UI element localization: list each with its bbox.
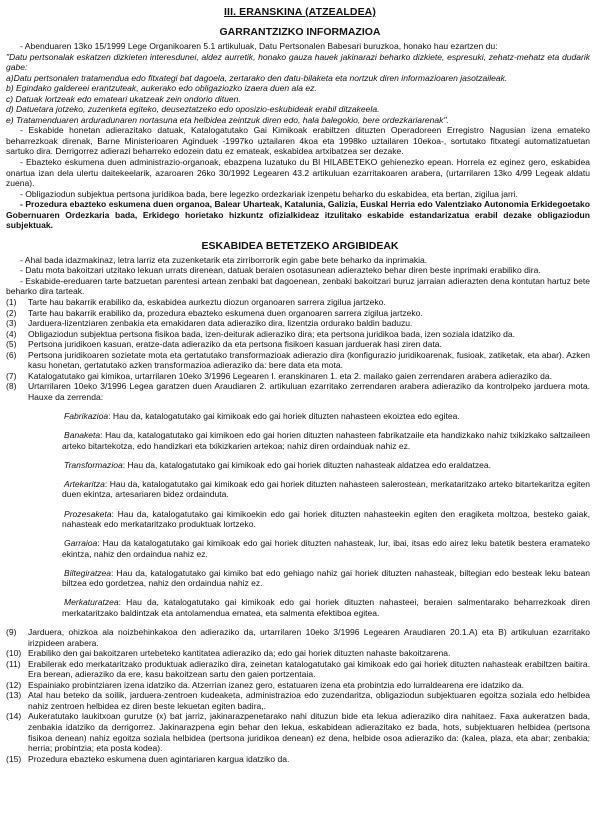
numbered-item	[6, 680, 590, 691]
item-number: (12)	[6, 679, 22, 690]
item-text: Espainiako probintziaren izena idatziko da. Atzerrian izanez gero, estatuaren izena eta probintzia edo lurraldearena ere idatziko da.	[28, 679, 525, 690]
item-number: (2)	[6, 307, 17, 318]
item-number: (1)	[6, 297, 17, 308]
numbered-item	[6, 329, 590, 340]
item-number: (4)	[6, 328, 17, 339]
item-text: Tarte hau bakarrik erabiliko da, eskabidea aurkeztu diozun organoaren sarrera zigilua jartzeko.	[28, 297, 386, 308]
numbered-item	[6, 659, 590, 680]
paragraph: - Datu mota bakoitzari utzitako lekuan urrats direnean, datuak beraien osotasunean adierazteko behar diren beste inprimaki erabiliko dira.	[20, 265, 541, 276]
item-number: (3)	[6, 318, 17, 329]
page-title: III. ERANSKINA (ATZEALDEA)	[224, 6, 376, 18]
item-text: Atal hau beteko da soilik, jarduera-zentroen kudeaketa, administrazioa edo zuzendaritza, obligaziodun subjektuaren egoitza soziala edo helbidea nahiz zentroen helbidea ez diren beste lekuetan egiten badira,.	[28, 690, 590, 711]
activity-type-item	[62, 460, 590, 471]
item-number: (15)	[6, 753, 22, 764]
quoted-list-item: a)Datu pertsonalen tratamenduа edo fitxategi bat dagoela, zertarako den datu-bilaketa eta nortzuk diren informazioaren jasotzaileak.	[6, 72, 508, 83]
quoted-list-item: d) Datuetara jotzeko, zuzenketa egiteko, deuseztatzeko edo oposizio-eskubideak erabil ditzakeela.	[6, 104, 380, 115]
paragraph: - Abenduaren 13ko 15/1999 Lege Organikoaren 5.1 artikuluak, Datu Pertsonalen Babesari buruzkoa, honako hau ezartzen du:	[20, 41, 498, 51]
item-number: (10)	[6, 648, 22, 659]
activity-type-term: Transformazioa	[64, 459, 123, 470]
activity-type-desc: : Hau da katalogatutako gai kimikoak edo gai horiek dituzten nahasteak, lur, ibai, itsas edo airez leku batetik bestera eramateko ekintza, nahiz den ordaindua nahiz ez.	[62, 538, 590, 559]
activity-type-desc: : Hau da, katalogatutako gai kimikoekin edo gai horiek dituzten nahasteekin egiten den eragiketa moltzoa, besteko gaiak, nahasteak edo merkataritzako produktuak lortzeko.	[62, 508, 590, 530]
item-text: Urtarrilaren 10eko 3/1996 Legea garatzen duen Araudiaren 2. artikuluan ezarritako zerrendaren arabera adieraziko da kontrolpeko jarduera mota. Hauxe da zerrenda:	[28, 381, 590, 402]
item-number: (11)	[6, 658, 21, 669]
quoted-list-item: c) Datuak lortzeak edo emateari ukatzeak zein ondorio dituen.	[6, 93, 241, 104]
instructions-section	[6, 255, 590, 764]
bold-paragraph: - Prozedura ebazteko eskumena duen organoa, Balear Uharteak, Katalunia, Galizia, Euskal Herria edo Valentziako Autonomia Erkidegoetako Gobernuaren Ordezkaria bada, Erkidego horietako hizkuntz ofizialkideaz itzulitako eskabide estandarizatua erabil dezake obligaziodun subjektuak.	[6, 199, 590, 231]
activity-type-term: Artekaritza	[64, 478, 105, 489]
numbered-item	[6, 648, 590, 659]
item-text: Obligaziodun subjektua pertsona fisikoa bada, izen-deiturak adieraziko dira; eta pertsona juridikoa bada, izen soziala idatziko da.	[28, 328, 515, 339]
activity-type-term: Prozesaketa	[64, 508, 112, 519]
section-heading-important-info: GARRANTZIZKO INFORMAZIOA	[219, 26, 381, 38]
paragraph: - Ebazteko eskumena duen administrazio-organoak, ebazpena luzatuko du BI HILABETEKO gehienezko epean. Horrela ez eginez gero, eskabidea onartua izan dela ulertu daitekeelarik, azaroaren 26ko 30/1992 Legearen 43.2 artikuluan ezarritakoaren arabera, (urtarrilaren 13ko 4/99 Legeak aldatu zuena).	[6, 157, 590, 189]
activity-type-term: Garraioa	[64, 538, 98, 549]
activity-type-term: Biltegiratzea	[64, 567, 112, 578]
item-text: Erabilerak edo merkataritzako produktuak adieraziko dira, zeinetan katalogatutako gai kimikoak edo gai horiek dituzten nahasteak erabiltzen baitira. Era berean, adieraziko da ere, kasu bakoitzean sartu den gaien portzentaia.	[28, 658, 590, 680]
item-number: (9)	[6, 627, 17, 638]
item-text: Pertsona juridikoaren sozietate mota eta gertatutako transformazioak adierazio dira (konfigurazio juridikoarenak, fusioak, zatiketak, eta abar). Azken kasu honetan, gertatutako azken transformazioa adieraziko da: bere data eta mota.	[28, 349, 590, 371]
numbered-item	[6, 690, 590, 711]
item-number: (8)	[6, 381, 17, 392]
activity-type-term: Fabrikazioa	[64, 411, 109, 422]
quoted-list-item: b) Egindako galdereei erantzuteak, aukerako edo obligaziozko izaera duen ala ez.	[6, 83, 317, 94]
section-heading-instructions: ESKABIDEA BETETZEKO ARGIBIDEAK	[201, 239, 399, 252]
activity-type-item	[62, 538, 590, 559]
item-text: Aukeratutako laukitxoan gurutze (x) bat jarriz, jakinarazpenetarako nahi dituzun bide eta lekua adieraziko dira nahitaez. Faxa aukeratzen bada, zenbakia idatziko da derrigorrez. Jakinarazpena egin behar den lekua, eskabidean adierazitako ez bada, hots, subjektuaren helbidea (pertsona fisikoa denean) nahiz egoitza soziala helbidea (pertsona juridikoa denean) ez dena, helbide osoa adieraziko da: (kalea, plaza, eta abar; zenbakia; herria; probintzia; eta posta kodea).	[28, 711, 590, 754]
activity-type-term: Merkaturatzea	[64, 597, 119, 608]
item-text: Jarduera-lizentziaren zenbakia eta emakidaren data adieraziko dira, lizentzia ordurako baldin baduzu.	[28, 318, 413, 329]
item-number: (14)	[6, 711, 22, 722]
activity-type-item	[62, 479, 590, 500]
activity-type-desc: : Hau da, katalogatutako gai kimiko bat edo gehiago nahiz gai horiek dituzten nahasteak, biltegian edo besteak leku batean biltzea edo gordetzea, nahiz den ordaindua nahiz ez.	[62, 567, 590, 589]
numbered-item	[6, 350, 590, 371]
activity-type-item	[62, 568, 590, 589]
numbered-item	[6, 627, 590, 648]
paragraph: - Eskabide-ereduaren tarte batzuetan parentesi artean zenbaki bat dagoenean, zenbaki bakoitzari buruz jarraian adierazten dena kontutan hartuz bete beharko dira tarteak.	[6, 275, 590, 297]
activity-type-desc: : Hau da, katalogatutako gai kimikoak edo gai horiek dituzten nahasteak aldatzea edo eraldatzea.	[122, 459, 491, 470]
item-text: Tarte hau bakarrik erabiliko da, prozedura ebazteko eskumena duen organoaren sarrera zigilua jartzeko.	[28, 307, 423, 318]
activity-type-item	[62, 509, 590, 530]
activity-type-item	[62, 411, 590, 422]
activity-type-desc: : Hau da, katalogatutako gai kimikoak edo gai horiek dituzten nahasteen salerostean, merkataritzako arteko bitartekaritza egiten duen ekintza, artesariaren bidez ordainduta.	[62, 478, 590, 500]
activity-type-desc: : Hau da, katalogatutako gai kimikoak edo gai horiek dituzten nahasteen ekoiztea edo egitea.	[108, 411, 460, 422]
numbered-item	[6, 371, 590, 382]
paragraph: - Obligaziodun subjektua pertsona juridikoa bada, bere legezko ordezkariak izenpetu beharko du eskabidea, eta bertan, zigilua jarri.	[20, 188, 518, 199]
activity-type-term: Banaketa	[64, 430, 101, 441]
item-number: (5)	[6, 339, 17, 350]
item-text: Erabiliko den gai bakoitzaren urtebeteko kantitatea adieraziko da; edo gai horiek dituzten nahaste bakoitzarena.	[28, 648, 451, 659]
numbered-item	[6, 381, 590, 402]
numbered-item	[6, 339, 590, 350]
activity-type-item	[62, 597, 590, 618]
paragraph: - Ahal bada idazmakinaz, letra larriz eta zuzenketarik eta zirriborrorik egin gabe bete beharko da inprimakia.	[20, 254, 428, 265]
numbered-item	[6, 308, 590, 319]
activity-type-desc: : Hau da, katalogatutako gai kimikoak edo gai horiek dituzten nahasteei, beraien salmentarako beharrezkoak diren merkataritzako baldintzak eta antolamendua ematea, eta salmenta efektiboa egitea.	[62, 597, 590, 618]
numbered-item	[6, 754, 590, 765]
item-text: Katalogatutako gai kimikoa, urtarrilaren 10eko 3/1996 Legearen I. eranskinaren 1. eta 2. mailako gaien zerrendaren arabera adieraziko da.	[28, 370, 553, 381]
item-number: (7)	[6, 370, 17, 381]
quoted-paragraph: "Datu pertsonalak eskatzen dizkieten interesdunei, aldez aurretik, honako gauza hauek jakinarazi beharko dizkiete, espresuki, zehatz-mehatz eta dudarik gabe:	[6, 51, 590, 73]
numbered-item	[6, 711, 590, 753]
item-number: (13)	[6, 690, 22, 701]
numbered-item	[6, 318, 590, 329]
activity-type-desc: : Hau da, katalogatutako gai kimikoen edo gai horien dituzten nahasteen fabrikatzaile eta handizkako nahiz txikizkako saltzaileen arteko bitartekotza, edo handizkari eta txikizkarien artekoa; nahiz diren ordainduak nahiz ez.	[62, 430, 590, 451]
numbered-item	[6, 297, 590, 308]
item-number: (6)	[6, 349, 17, 360]
quoted-list-item: e) Tratamenduaren arduradunaren nortasuna eta helbidea zeintzuk diren edo, hala balegokio, bere ordezkariarenak".	[6, 114, 449, 125]
paragraph: - Eskabide honetan adierazitako datuak, Katalogatutako Gai Kimikoak erabiltzen dituzten Operadoreen Erregistro Nagusian izena emateko beharrezkoak direnak, Barne Ministerioaren Aginduek -1997ko uztailaren 4koa eta 1998ko uztailaren 10ekoa-, sortutako fitxategi automatizatuetan sartuko dira. Derrigorrez adierazi beharreko edozein datu ez emateak, eskabidea artxibatzea ser dezake.	[6, 125, 590, 157]
item-text: Pertsona juridikoen kasuan, eratze-data adieraziko da eta pertsona fisikoen kasuan jarduerak hasi ziren data.	[28, 339, 442, 350]
activity-type-item	[62, 430, 590, 451]
item-text: Jarduera, ohizkoa ala noizbehinkakoa den adieraziko da, urtarrilaren 10eko 3/1996 Legearen Araudiaren 20.1.A) eta B) artikuluan ezarritako irizpideen arabera.	[28, 627, 590, 648]
item-text: Prozedura ebazteko eskumena duen agintariaren kargua idatziko da.	[28, 753, 290, 764]
important-info-section	[6, 41, 590, 231]
